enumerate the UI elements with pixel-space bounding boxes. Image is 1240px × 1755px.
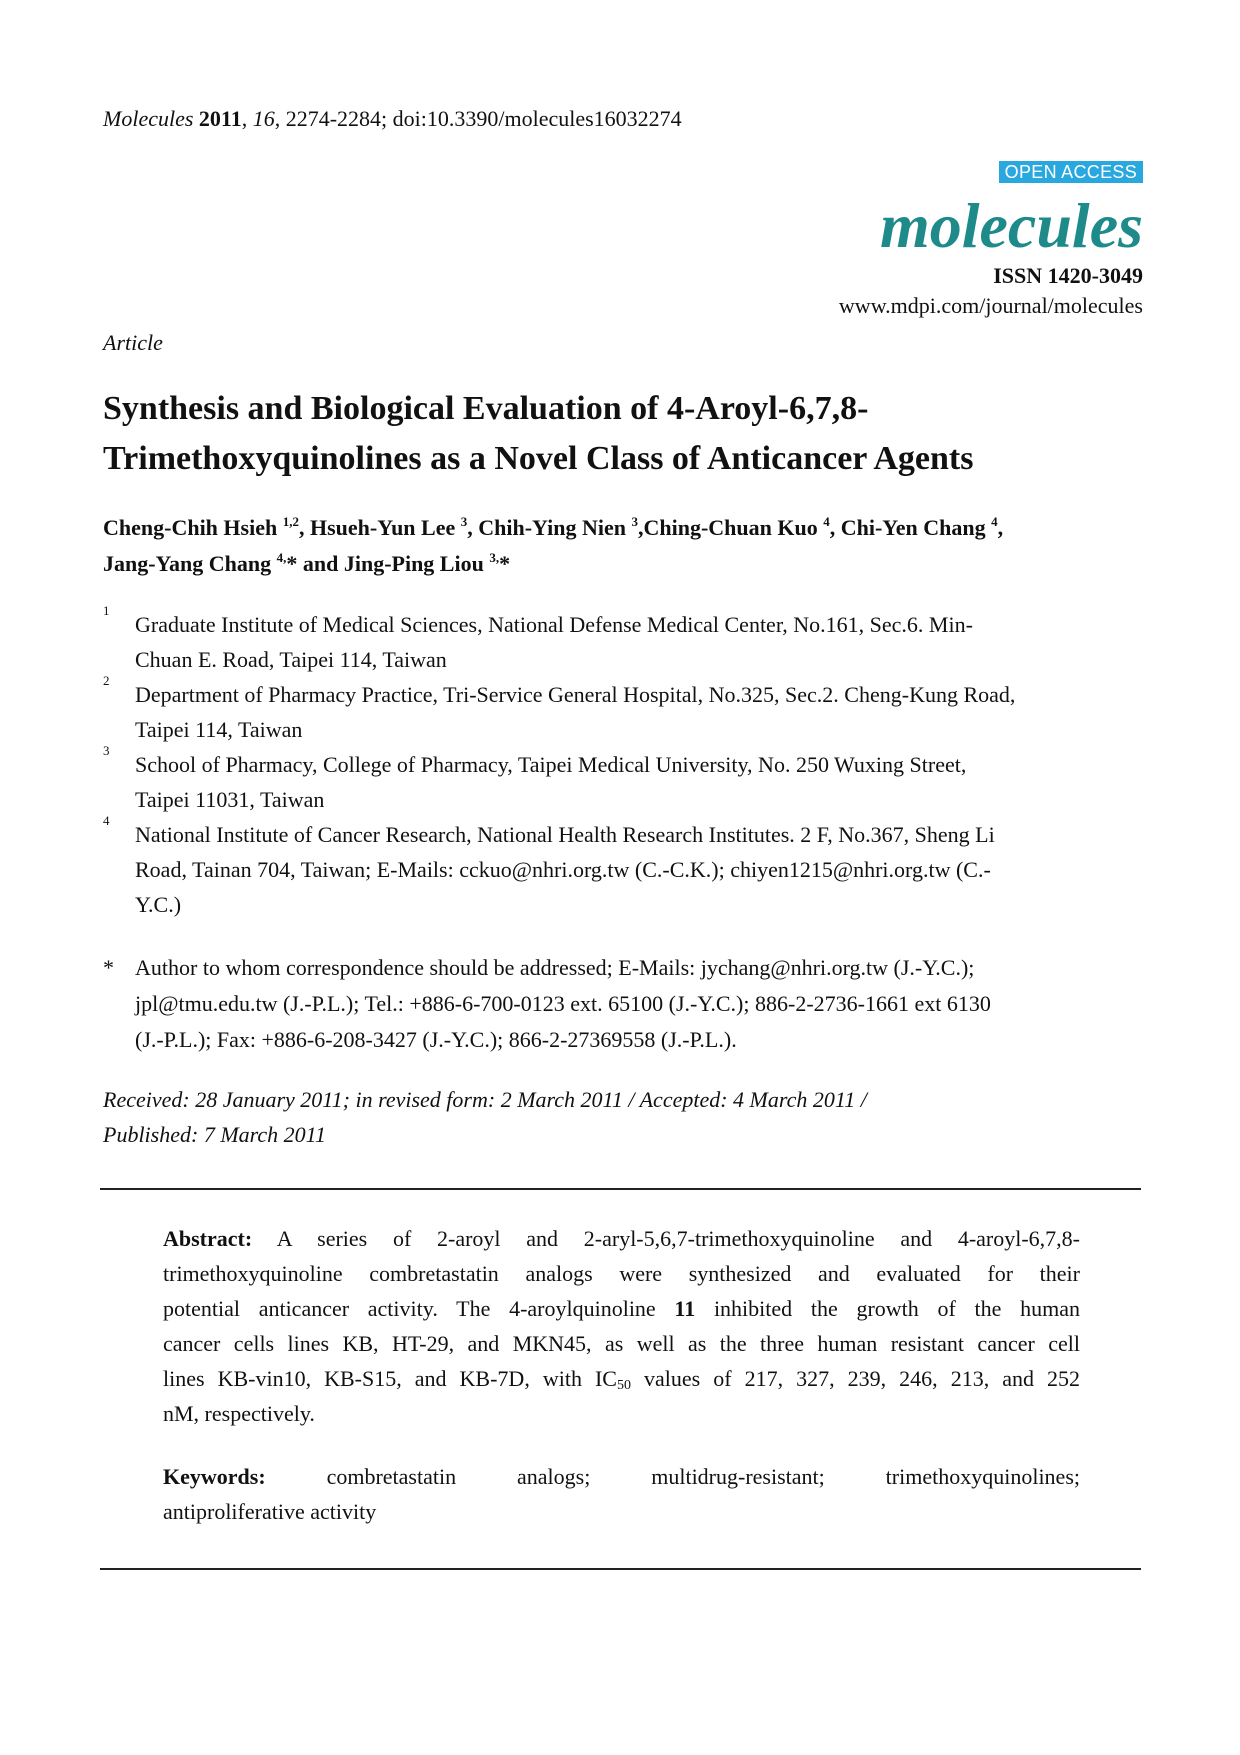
affiliation-number: 4 xyxy=(103,813,110,828)
author-line-1: Cheng-Chih Hsieh $^{1,2}$, Hsueh-Yun Lee $^3$, Chih-Ying Nien $^3$,Ching-Chuan Kuo $^4$, Chi-Yen Chang $^4$, xyxy=(103,514,1004,540)
citation-journal: Molecules xyxy=(103,106,194,131)
keywords xyxy=(163,1459,1080,1529)
correspondence-text: (J.-P.L.); Fax: +886-6-208-3427 (J.-Y.C.); 866-2-27369558 (J.-P.L.). xyxy=(135,1027,737,1052)
open-access-badge: OPEN ACCESS xyxy=(999,161,1143,183)
dates-line-2: Published: 7 March 2011 xyxy=(103,1122,327,1147)
correspondence-text: jpl@tmu.edu.tw (J.-P.L.); Tel.: +886-6-700-0123 ext. 65100 (J.-Y.C.); 886-2-2736-1661 ext 6130 xyxy=(135,991,991,1016)
issn: ISSN 1420-3049 xyxy=(993,263,1143,288)
ic50-subscript: 50 xyxy=(616,1378,631,1393)
author-affiliation-mark: 3 xyxy=(460,514,468,529)
author-affiliation-mark: 3, xyxy=(489,550,500,565)
article-type: Article xyxy=(103,330,163,355)
abstract-line: nM, respectively. xyxy=(163,1401,315,1426)
journal-logo: molecules xyxy=(879,190,1143,261)
compound-number: 11 xyxy=(674,1296,696,1321)
abstract xyxy=(163,1221,1080,1431)
affiliation-number: 1 xyxy=(103,603,110,618)
abstract-text: inhibited the growth of the human xyxy=(713,1296,1081,1321)
author-affiliation-mark: 4 xyxy=(991,514,998,529)
abstract-text: values of 217, 327, 239, 246, 213, and 252 xyxy=(644,1366,1081,1391)
abstract-label: Abstract: xyxy=(163,1226,253,1251)
affiliation-text: Y.C.) xyxy=(135,892,182,917)
abstract-text: potential anticancer activity. The 4-aroylquinoline xyxy=(163,1296,656,1321)
affiliations xyxy=(103,603,1153,922)
affiliation-item xyxy=(103,673,1153,747)
divider-top xyxy=(100,1188,1141,1190)
corresponding-star: * xyxy=(499,551,511,576)
author-name: Chi-Yen Chang xyxy=(840,515,986,540)
correspondence-text: Author to whom correspondence should be addressed; E-Mails: jychang@nhri.org.tw (J.-Y.C.); xyxy=(135,955,975,980)
author-name: Chih-Ying Nien xyxy=(478,515,626,540)
citation-line: Molecules 2011, 16, 2274-2284; doi:10.3390/molecules16032274 xyxy=(103,106,682,131)
dates-line-1: Received: 28 January 2011; in revised form: 2 March 2011 / Accepted: 4 March 2011 / xyxy=(103,1087,867,1112)
citation-volume: 16 xyxy=(252,106,275,131)
corresponding-star: * xyxy=(286,551,298,576)
affiliation-text: Taipei 11031, Taiwan xyxy=(135,787,325,812)
affiliation-text: Road, Tainan 704, Taiwan; E-Mails: cckuo@nhri.org.tw (C.-C.K.); chiyen1215@nhri.org.tw (C.- xyxy=(135,857,991,882)
author-affiliation-mark: 3 xyxy=(631,514,638,529)
journal-url[interactable]: www.mdpi.com/journal/molecules xyxy=(838,293,1143,318)
author-list xyxy=(103,510,1153,582)
affiliation-item xyxy=(103,743,1153,817)
abstract-line: trimethoxyquinoline combretastatin analogs were synthesized and evaluated for their xyxy=(163,1261,1080,1286)
correspondence-note xyxy=(103,950,1153,1058)
abstract-line xyxy=(163,1221,1080,1256)
author-name: Ching-Chuan Kuo xyxy=(643,515,818,540)
affiliation-number: 2 xyxy=(103,673,110,688)
author-and: and xyxy=(302,551,339,576)
abstract-line xyxy=(163,1291,1080,1326)
author-affiliation-mark: 4 xyxy=(823,514,830,529)
author-name: Jing-Ping Liou xyxy=(343,551,484,576)
correspondence-star: * xyxy=(103,955,114,980)
paper-title xyxy=(103,384,1143,484)
abstract-text: lines KB-vin10, KB-S15, and KB-7D, with IC xyxy=(163,1366,617,1391)
author-affiliation-mark: 1,2 xyxy=(282,514,299,529)
affiliation-text: Department of Pharmacy Practice, Tri-Service General Hospital, No.325, Sec.2. Cheng-Kung Road, xyxy=(135,682,1016,707)
title-line-2: Trimethoxyquinolines as a Novel Class of Anticancer Agents xyxy=(103,440,974,477)
affiliation-item xyxy=(103,603,1153,677)
affiliation-text: Chuan E. Road, Taipei 114, Taiwan xyxy=(135,647,447,672)
author-name: Cheng-Chih Hsieh xyxy=(103,515,278,540)
author-affiliation-mark: 4, xyxy=(276,550,287,565)
abstract-line: cancer cells lines KB, HT-29, and MKN45, as well as the three human resistant cancer cell xyxy=(163,1331,1080,1356)
affiliation-text: Taipei 114, Taiwan xyxy=(135,717,303,742)
affiliation-text: Graduate Institute of Medical Sciences, National Defense Medical Center, No.161, Sec.6. Min- xyxy=(135,612,973,637)
citation-year: 2011 xyxy=(198,106,242,131)
author-line-2 xyxy=(103,546,1153,582)
affiliation-text: School of Pharmacy, College of Pharmacy, Taipei Medical University, No. 250 Wuxing Street, xyxy=(135,752,967,777)
abstract-text: A series of 2-aroyl and 2-aryl-5,6,7-trimethoxyquinoline and 4-aroyl-6,7,8- xyxy=(276,1226,1081,1251)
citation-pages-doi: , 2274-2284; doi:10.3390/molecules16032274 xyxy=(274,106,682,131)
affiliation-number: 3 xyxy=(103,743,110,758)
keywords-line: antiproliferative activity xyxy=(163,1499,377,1524)
title-line-1: Synthesis and Biological Evaluation of 4-Aroyl-6,7,8- xyxy=(103,390,869,427)
keywords-text: combretastatin analogs; multidrug-resistant; trimethoxyquinolines; xyxy=(326,1464,1080,1489)
author-name: Hsueh-Yun Lee xyxy=(309,515,456,540)
publication-dates xyxy=(103,1082,867,1152)
affiliation-text: National Institute of Cancer Research, National Health Research Institutes. 2 F, No.367, Sheng Li xyxy=(135,822,995,847)
keywords-label: Keywords: xyxy=(163,1464,266,1489)
divider-bottom xyxy=(100,1568,1141,1570)
abstract-line xyxy=(163,1361,1080,1396)
author-name: Jang-Yang Chang xyxy=(103,551,272,576)
affiliation-item xyxy=(103,813,1153,922)
keywords-line xyxy=(163,1459,1080,1494)
